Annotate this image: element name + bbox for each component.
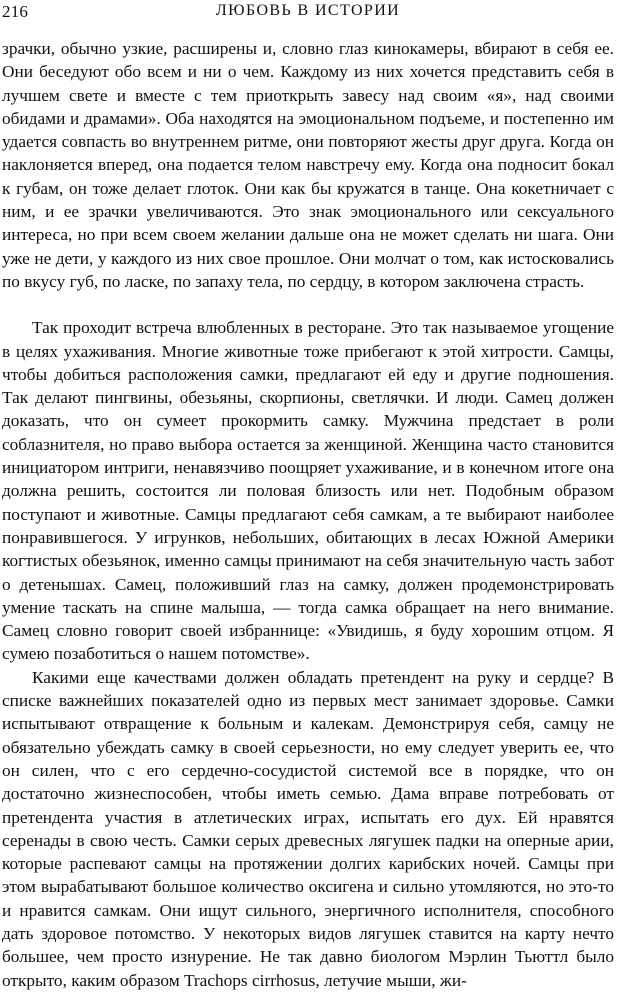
paragraph-restaurant-meeting: Так проходит встреча влюбленных в ресторане. Это так называемое угощение в целях ухаживания. Многие животные тоже прибегают к этой хитрости. Самцы, чтобы добиться расположения самки, предлагают ей еду и другие подношения. Так делают пингвины, обезьяны, скорпионы, светлячки. И люди. Самец должен доказать, что он сумеет прокормить самку. Мужчина предстает в роли соблазнителя, но право выбора остается за женщиной. Женщина часто становится инициатором интриги, ненавязчиво поощряет ухаживание, и в конечном итоге она должна решить, состоится ли половая близость или нет. Подобным образом поступают и животные. Самцы предлагают себя самкам, а те выбирают наиболее понравившегося. У игрунков, небольших, обитающих в лесах Южной Америки когтистых обезьянок, именно самцы принимают на себя значительную часть забот о детенышах. Самец, положивший глаз на самку, должен продемонстрировать умение таскать на спине малыша, — тогда самка обращает на него внимание. Самец словно говорит своей избраннице: «Увидишь, я буду хорошим отцом. Я сумею позаботиться о нашем потомстве». xyxy=(2,318,614,664)
page-number: 216 xyxy=(2,2,29,21)
paragraph-continuation: зрачки, обычно узкие, расширены и, словно глаз кинокамеры, вбирают в себя ее. Они беседуют обо всем и ни о чем. Каждому из них хочется представить себя в лучшем свете и вместе с тем приоткрыть завесу над своим «я», над своими обидами и драмами». Оба находятся на эмоциональном подъеме, и постепенно им удается совпасть во внутреннем ритме, они повторяют жесты друг друга. Когда он наклоняется вперед, она подается телом навстречу ему. Когда она подносит бокал к губам, он тоже делает глоток. Они как бы кружатся в танце. Она кокетничает с ним, и ее зрачки увеличиваются. Это знак эмоционального или сексуального интереса, но при всем своем желании дальше она не может сделать ни шага. Они уже не дети, у каждого из них свое прошлое. Они молчат о том, как истосковались по вкусу губ, по ласке, по запаху тела, по сердцу, в котором заключена страсть. xyxy=(2,39,614,291)
paragraph-suitor-qualities: Какими еще качествами должен обладать претендент на руку и сердце? В списке важнейших показателей одно из первых мест занимает здоровье. Самки испытывают отвращение к больным и калекам. Демонстрируя себя, самцу не обязательно убеждать самку в своей серьезности, но ему следует уверить ее, что он силен, что с его сердечно-сосудистой системой все в порядке, что он достаточно жизнеспособен, чтобы иметь семью. Дама вправе потребовать от претендента участия в атлетических играх, испытать его дух. Ей нравятся серенады в свою честь. Самки серых древесных лягушек падки на оперные арии, которые распевают самцы на протяжении долгих карибских ночей. Самцы при этом вырабатывают большое количество оксигена и сильно утомляются, но это-то и нравится самкам. Они ищут сильного, энергичного исполнителя, способного дать здоровое потомство. У некоторых видов лягушек ставится на карту нечто большее, чем просто изнурение. Не так давно биологом Мэрлин Тьюттл было открыто, каким образом Trachops cirrhosus, летучие мыши, жи- xyxy=(2,667,614,990)
page-header xyxy=(2,2,614,24)
running-title: ЛЮБОВЬ В ИСТОРИИ xyxy=(215,2,401,19)
body-text xyxy=(2,37,614,992)
